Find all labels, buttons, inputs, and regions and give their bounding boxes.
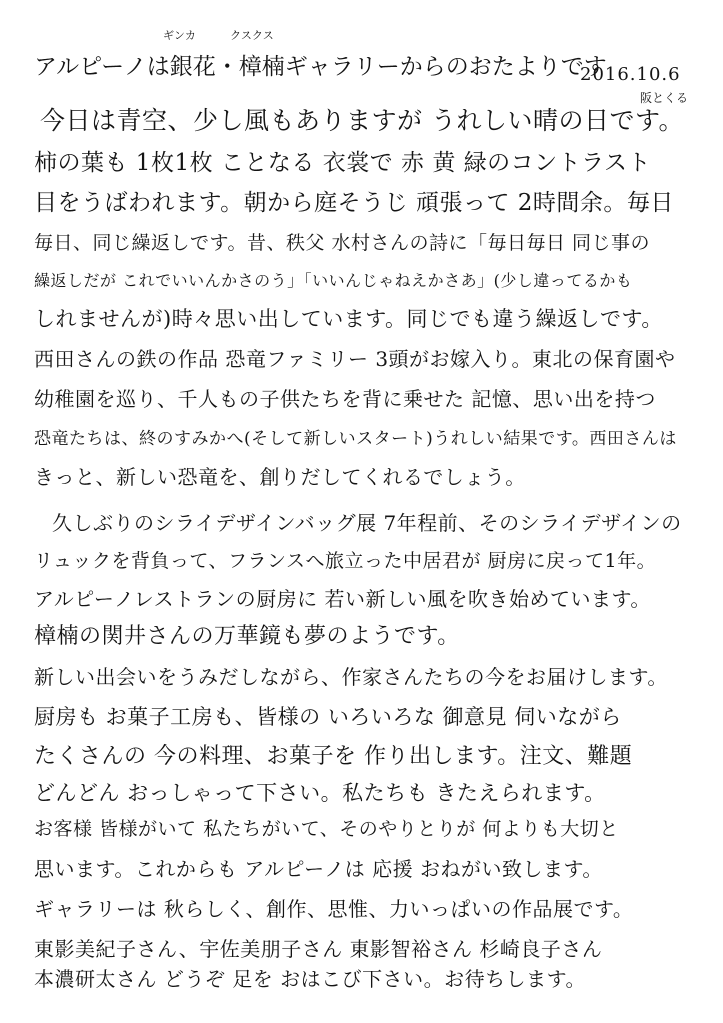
ruby-kusukusu: クスクス (230, 29, 274, 42)
letter-date: 2016.10.6 (580, 64, 681, 85)
letter-line: リュックを背負って、フランスへ旅立った中居君が 厨房に戻って1年。 (34, 550, 657, 572)
letter-line: 新しい出会いをうみだしながら、作家さんたちの今をお届けします。 (34, 665, 668, 689)
letter-line: 東影美紀子さん、宇佐美朋子さん 東影智裕さん 杉崎良子さん (34, 937, 603, 961)
letter-line: 厨房も お菓子工房も、皆様の いろいろな 御意見 伺いながら (34, 705, 622, 729)
letter-line: 柿の葉も 1枚1枚 ことなる 衣裳で 赤 黄 緑のコントラスト (34, 150, 651, 176)
ruby-ginka: ギンカ (163, 29, 196, 42)
letter-line: 本濃研太さん どうぞ 足を おはこび下さい。お待ちします。 (34, 967, 586, 991)
letter-line: 今日は青空、少し風もありますが うれしい晴の日です。 (40, 106, 684, 135)
letter-author: 阪とくる (640, 91, 689, 105)
letter-line: 西田さんの鉄の作品 恐竜ファミリー 3頭がお嫁入り。東北の保育園や (34, 347, 676, 371)
letter-line: 毎日、同じ繰返しです。昔、秩父 水村さんの詩に「毎日毎日 同じ事の (34, 232, 651, 254)
letter-line: しれませんが)時々思い出しています。同じでも違う繰返しです。 (34, 307, 663, 331)
letter-line: 久しぶりのシライデザインバッグ展 7年程前、そのシライデザインの (52, 511, 682, 535)
letter-title: アルピーノは銀花・樟楠ギャラリーからのおたよりです (34, 54, 607, 80)
letter-line: ギャラリーは 秋らしく、創作、思惟、力いっぱいの作品展です。 (34, 897, 634, 921)
letter-line: 樟楠の関井さんの万華鏡も夢のようです。 (34, 624, 460, 649)
letter-line: アルピーノレストランの厨房に 若い新しい風を吹き始めています。 (34, 587, 651, 611)
letter-line: 幼稚園を巡り、千人もの子供たちを背に乗せた 記憶、思い出を持つ (34, 387, 656, 411)
letter-line: 恐竜たちは、終のすみかへ(そして新しいスタート)うれしい結果です。西田さんは (34, 429, 677, 449)
letter-line: お客様 皆様がいて 私たちがいて、そのやりとりが 何よりも大切と (34, 818, 619, 840)
letter-line: どんどん おっしゃって下さい。私たちも きたえられます。 (34, 781, 606, 805)
letter-line: 繰返しだが これでいいんかさのう」「いいんじゃねえかさあ」(少し違ってるかも (34, 271, 633, 290)
letter-line: 目をうばわれます。朝から庭そうじ 頑張って 2時間余。毎日 (34, 190, 674, 216)
letter-line: きっと、新しい恐竜を、創りだしてくれるでしょう。 (34, 465, 526, 489)
letter-line: 思います。これからも アルピーノは 応援 おねがい致します。 (34, 857, 603, 881)
letter-line: たくさんの 今の料理、お菓子を 作り出します。注文、難題 (34, 744, 633, 769)
